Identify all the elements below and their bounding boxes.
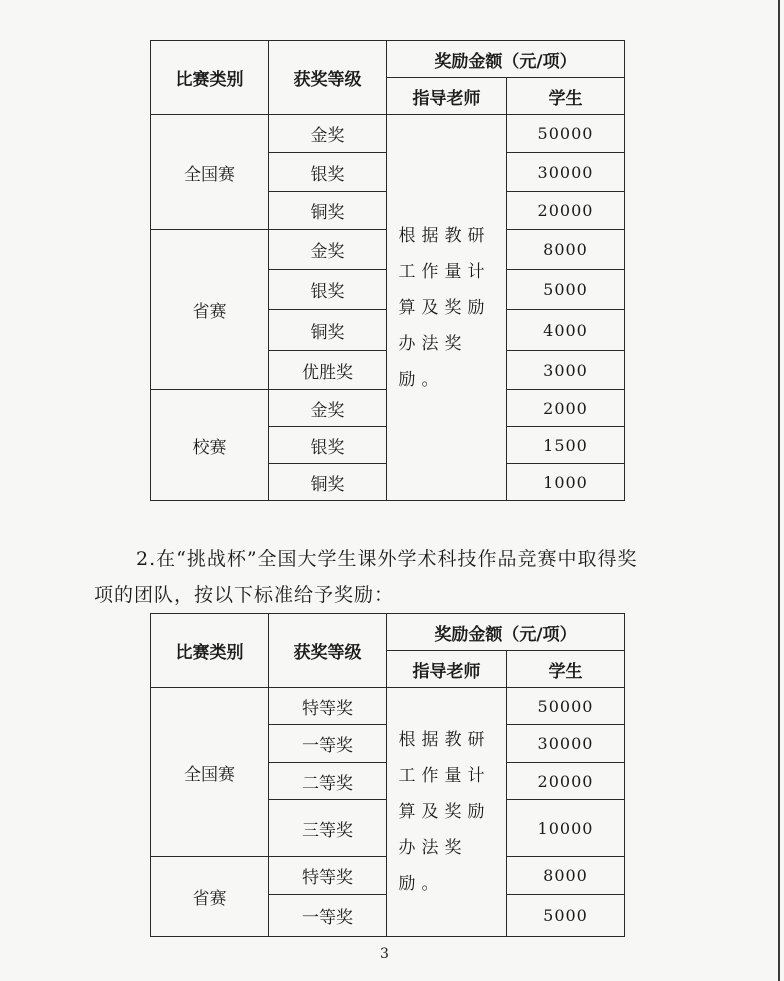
level-cell: 金奖: [269, 115, 387, 153]
teacher-note-cell: [387, 688, 507, 937]
student-amount-cell: 5000: [507, 895, 625, 937]
level-cell: 金奖: [269, 230, 387, 270]
level-cell: 特等奖: [269, 688, 387, 725]
paragraph-line-1: 2.在“挑战杯”全国大学生课外学术科技作品竞赛中取得奖: [136, 548, 638, 570]
level-cell: 二等奖: [269, 763, 387, 800]
level-cell: 铜奖: [269, 464, 387, 501]
header-teacher: 指导老师: [387, 78, 507, 115]
teacher-note-cell: [387, 115, 507, 501]
page-number: 3: [380, 946, 389, 962]
teacher-note: 根据教研工作量计算及奖励办法奖励。: [398, 730, 491, 894]
level-cell: 一等奖: [269, 725, 387, 763]
header-amount: 奖励金额（元/项）: [387, 614, 625, 651]
level-cell: 一等奖: [269, 895, 387, 937]
header-level: 获奖等级: [269, 614, 387, 688]
award-table-1: [150, 40, 625, 501]
student-amount-cell: 4000: [507, 310, 625, 351]
student-amount-cell: 30000: [507, 153, 625, 192]
student-amount-cell: 50000: [507, 115, 625, 153]
student-amount-cell: 10000: [507, 800, 625, 857]
level-cell: 银奖: [269, 427, 387, 464]
level-cell: 优胜奖: [269, 351, 387, 390]
level-cell: 特等奖: [269, 857, 387, 895]
category-cell: 全国赛: [151, 688, 269, 857]
student-amount-cell: 1500: [507, 427, 625, 464]
category-cell: 全国赛: [151, 115, 269, 230]
category-cell: 校赛: [151, 390, 269, 501]
level-cell: 银奖: [269, 270, 387, 310]
level-cell: 金奖: [269, 390, 387, 427]
student-amount-cell: 20000: [507, 763, 625, 800]
teacher-note: 根据教研工作量计算及奖励办法奖励。: [398, 225, 491, 390]
paragraph-line-2: 项的团队，按以下标准给予奖励：: [94, 584, 395, 606]
student-amount-cell: 8000: [507, 230, 625, 270]
header-student: 学生: [507, 651, 625, 688]
student-amount-cell: 30000: [507, 725, 625, 763]
level-cell: 银奖: [269, 153, 387, 192]
page-edge-line: [778, 0, 780, 981]
student-amount-cell: 8000: [507, 857, 625, 895]
header-teacher: 指导老师: [387, 651, 507, 688]
header-amount: 奖励金额（元/项）: [387, 41, 625, 78]
student-amount-cell: 20000: [507, 192, 625, 230]
header-level: 获奖等级: [269, 41, 387, 115]
student-amount-cell: 50000: [507, 688, 625, 725]
student-amount-cell: 1000: [507, 464, 625, 501]
level-cell: 三等奖: [269, 800, 387, 857]
level-cell: 铜奖: [269, 310, 387, 351]
award-table-2: [150, 613, 625, 937]
student-amount-cell: 3000: [507, 351, 625, 390]
header-student: 学生: [507, 78, 625, 115]
student-amount-cell: 2000: [507, 390, 625, 427]
header-category: 比赛类别: [151, 614, 269, 688]
header-category: 比赛类别: [151, 41, 269, 115]
student-amount-cell: 5000: [507, 270, 625, 310]
category-cell: 省赛: [151, 230, 269, 390]
category-cell: 省赛: [151, 857, 269, 937]
level-cell: 铜奖: [269, 192, 387, 230]
